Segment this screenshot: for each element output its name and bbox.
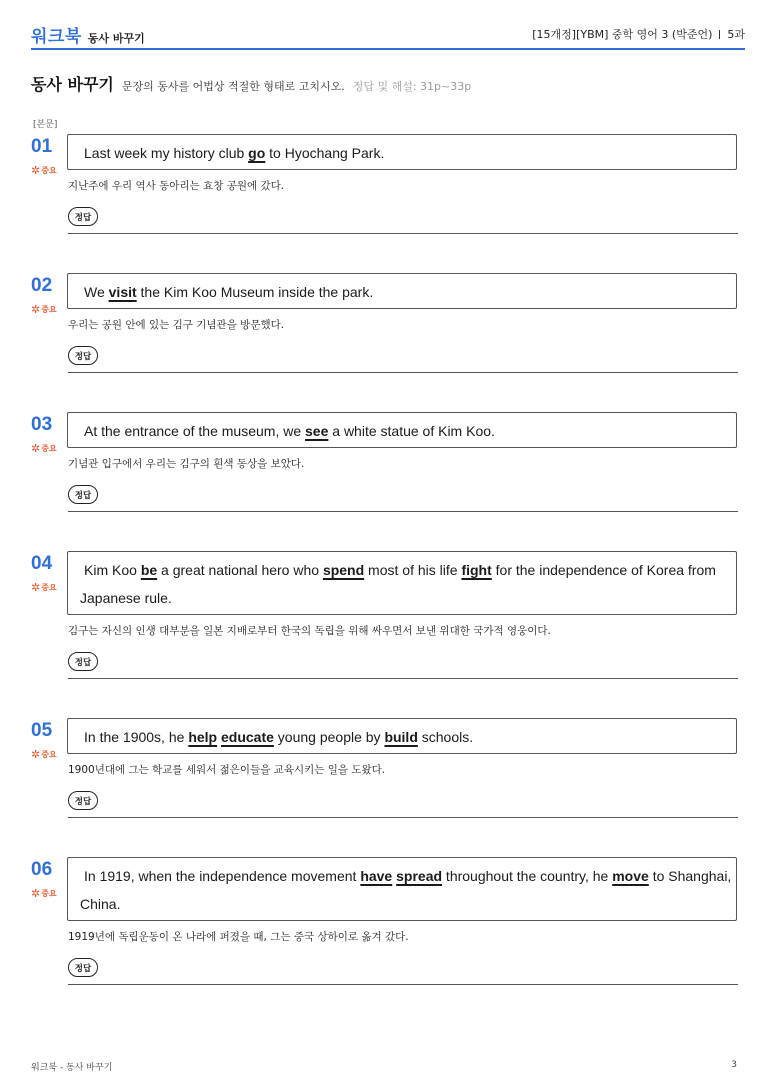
question-number: 02 [31,275,53,296]
header-right [532,26,745,42]
sentence-line [80,556,724,584]
korean-translation: 김구는 자신의 인생 대부분을 일본 지배로부터 한국의 독립을 위해 싸우면서 보낸 위대한 국가적 영웅이다. [68,625,551,637]
important-badge [31,748,57,761]
target-verb: help [188,729,218,745]
korean-translation: 기념관 입구에서 우리는 김구의 흰색 동상을 보았다. [68,458,305,470]
sentence-text: Kim Koo [84,562,141,578]
answer-write-line [68,372,738,373]
sentence-line [80,890,724,918]
sentence-line [80,278,724,306]
header-divider [719,30,720,39]
question-number: 03 [31,414,53,435]
korean-translation: 1919년에 독립운동이 온 나라에 퍼졌을 때, 그는 중국 상하이로 옮겨 갔다. [68,931,409,943]
sentence-text: We [84,284,109,300]
answer-button[interactable]: 정답 [68,958,98,977]
workbook-logo: 워크북 [31,27,82,47]
target-verb: spend [322,562,365,578]
important-label: 중요 [41,583,57,592]
sentence-line [80,723,724,751]
section-tag: [본문] [33,120,58,130]
important-badge [31,581,57,594]
answer-button[interactable]: 정답 [68,346,98,365]
question-sentence-box [67,273,737,309]
question-sentence-box [67,551,737,615]
question-sentence-box [67,718,737,754]
question-sentence-box [67,134,737,170]
important-badge [31,887,57,900]
target-verb: educate [220,729,274,745]
target-verb: spread [396,868,443,884]
sentence-line [80,139,724,167]
sentence-text: a white statue of Kim Koo. [328,423,495,439]
sentence-text: young people by [273,729,385,745]
title-row [31,72,471,95]
sentence-line [80,584,724,612]
important-badge [31,164,57,177]
header-rule [31,48,745,50]
answer-write-line [68,511,738,512]
important-label: 중요 [41,166,57,175]
instruction-text: 문장의 동사를 어법상 적절한 형태로 고치시오. [121,80,345,93]
target-verb: fight [461,562,492,578]
burst-icon: ✲ [31,303,41,316]
question-number: 01 [31,136,53,157]
important-label: 중요 [41,889,57,898]
sentence-text: Japanese rule. [80,590,172,606]
answer-write-line [68,233,738,234]
important-badge [31,442,57,455]
sentence-text: Last week my history club [84,145,249,161]
important-label: 중요 [41,305,57,314]
answer-write-line [68,984,738,985]
target-verb: be [140,562,158,578]
important-label: 중요 [41,750,57,759]
sentence-text: In 1919, when the independence movement [84,868,361,884]
korean-translation: 1900년대에 그는 학교를 세워서 젊은이들을 교육시키는 일을 도왔다. [68,764,386,776]
sentence-line [80,862,732,890]
target-verb: visit [108,284,137,300]
target-verb: have [360,868,393,884]
answer-button[interactable]: 정답 [68,207,98,226]
sentence-text: most of his life [364,562,462,578]
sentence-text: to Hyochang Park. [265,145,385,161]
sentence-text: throughout the country, he [442,868,613,884]
burst-icon: ✲ [31,442,41,455]
sentence-text: China. [80,896,121,912]
burst-icon: ✲ [31,164,41,177]
page-header [31,22,745,50]
header-section-name: 동사 바꾸기 [87,32,145,45]
answer-write-line [68,817,738,818]
question-number: 05 [31,720,53,741]
header-left [31,22,145,47]
question-item [31,551,745,725]
answer-reference: 정답 및 해설: 31p~33p [352,80,472,93]
footer-title: 워크북 - 동사 바꾸기 [31,1063,113,1073]
sentence-text: to Shanghai, [648,868,732,884]
korean-translation: 지난주에 우리 역사 동아리는 효창 공원에 갔다. [68,180,285,192]
page-title: 동사 바꾸기 [31,75,114,94]
important-label: 중요 [41,444,57,453]
sentence-text: At the entrance of the museum, we [84,423,306,439]
question-item [31,857,745,1031]
question-sentence-box [67,857,737,921]
question-item [31,718,745,864]
answer-button[interactable]: 정답 [68,652,98,671]
korean-translation: 우리는 공원 안에 있는 김구 기념관을 방문했다. [68,319,285,331]
burst-icon: ✲ [31,887,41,900]
important-badge [31,303,57,316]
sentence-text: schools. [417,729,474,745]
answer-write-line [68,678,738,679]
sentence-text: In the 1900s, he [84,729,189,745]
question-number: 06 [31,859,53,880]
sentence-line [80,417,724,445]
sentence-text: for the independence of Korea from [491,562,716,578]
target-verb: build [384,729,418,745]
target-verb: move [612,868,649,884]
book-title: [15개정][YBM] 중학 영어 3 (박준언) [532,28,713,41]
sentence-text: a great national hero who [157,562,323,578]
answer-button[interactable]: 정답 [68,791,98,810]
target-verb: go [248,145,266,161]
question-sentence-box [67,412,737,448]
answer-button[interactable]: 정답 [68,485,98,504]
sentence-text: the Kim Koo Museum inside the park. [136,284,374,300]
question-item [31,273,745,419]
question-number: 04 [31,553,53,574]
question-item [31,412,745,558]
target-verb: see [305,423,329,439]
burst-icon: ✲ [31,748,41,761]
page-number: 3 [731,1060,737,1070]
question-item [31,134,745,280]
burst-icon: ✲ [31,581,41,594]
lesson-label: 5과 [727,28,745,41]
